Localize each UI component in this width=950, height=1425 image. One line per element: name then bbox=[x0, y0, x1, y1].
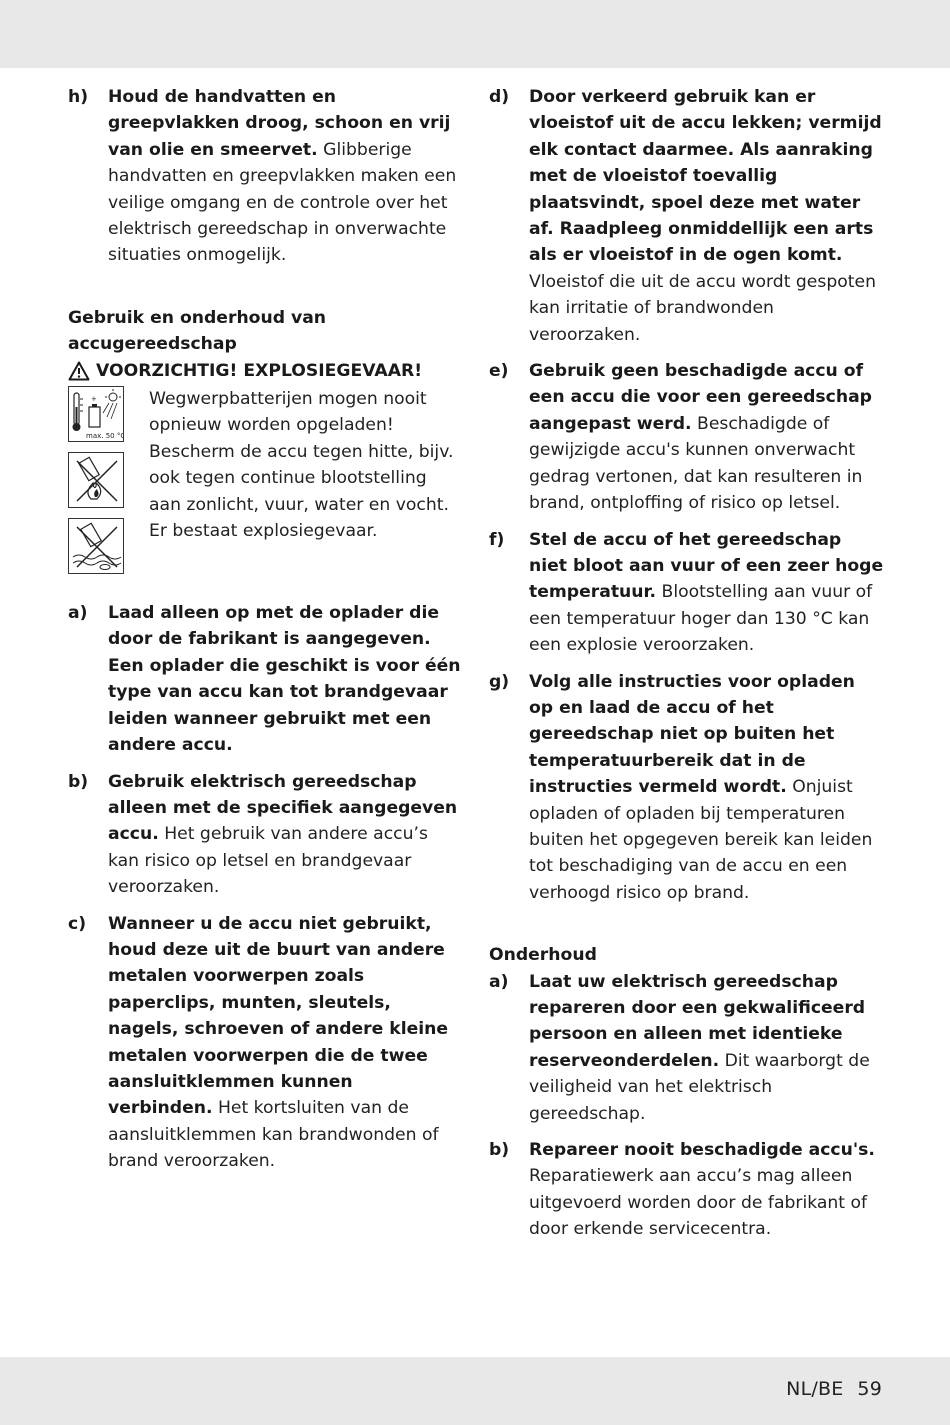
warning-title bbox=[68, 358, 463, 384]
warning-icons bbox=[68, 386, 130, 584]
item-bold-text: Gebruik elektrisch gereedschap alleen met de specifiek aangegeven accu. bbox=[108, 771, 458, 845]
list-item-b bbox=[68, 769, 463, 901]
item-text bbox=[529, 527, 884, 659]
item-letter: d) bbox=[489, 87, 510, 107]
item-bold-text: Laad alleen op met de oplader die door de fabrikant is aangegeven. Een oplader die geschikt is voor één type van accu kan tot brandgevaar leiden wanneer gebruikt met een andere accu. bbox=[108, 603, 461, 756]
item-text bbox=[529, 1137, 884, 1243]
item-normal-text: Onjuist opladen of opladen bij temperaturen buiten het opgegeven bereik kan leiden tot beschadiging van de accu en een verhoogd risico op brand. bbox=[529, 777, 873, 903]
svg-text:max. 50 °C: max. 50 °C bbox=[86, 432, 123, 441]
item-bold-text: Volg alle instructies voor opladen op en laad de accu of het gereedschap niet op buiten het temperatuurbereik dat in de instructies vermeld wordt. bbox=[529, 671, 855, 798]
item-text bbox=[108, 600, 463, 758]
warning-text: Wegwerpbatterijen mogen nooit opnieuw worden opgeladen! Bescherm de accu tegen hitte, bijv. ook tegen continue blootstelling aan zonlicht, vuur, water en vocht. Er bestaat explosiegevaar. bbox=[149, 389, 454, 542]
item-text bbox=[529, 669, 884, 907]
item-normal-text: Vloeistof die uit de accu wordt gespoten kan irritatie of brandwonden veroorzaken. bbox=[529, 271, 876, 345]
item-normal-text: Het gebruik van andere accu’s kan risico op letsel en brandgevaar veroorzaken. bbox=[108, 824, 428, 898]
item-letter: c) bbox=[68, 913, 87, 934]
no-water-icon bbox=[68, 518, 124, 574]
page-footer bbox=[772, 1378, 882, 1400]
list-item-h bbox=[68, 84, 463, 269]
item-bold-text: Repareer nooit beschadigde accu's. bbox=[529, 1140, 875, 1161]
item-letter: g) bbox=[489, 671, 510, 692]
list-item-c bbox=[68, 911, 463, 1175]
item-letter: h) bbox=[68, 87, 89, 107]
maintenance-heading: Onderhoud bbox=[489, 945, 597, 966]
item-normal-text: Dit waarborgt de veiligheid van het elektrisch gereedschap. bbox=[529, 1050, 870, 1124]
item-text bbox=[529, 84, 884, 348]
item-bold-text: Houd de handvatten en greepvlakken droog, schoon en vrij van olie en smeervet. bbox=[108, 87, 451, 160]
item-text bbox=[529, 358, 884, 516]
list-item-f bbox=[489, 527, 884, 659]
list-item-d bbox=[489, 84, 884, 348]
warning-triangle-icon bbox=[68, 361, 90, 381]
list-item-e bbox=[489, 358, 884, 516]
item-normal-text: Het kortsluiten van de aansluitklemmen kan brandwonden of brand veroorzaken. bbox=[108, 1098, 439, 1172]
item-bold-text: Gebruik geen beschadigde accu of een accu die voor een gereedschap aangepast werd. bbox=[529, 361, 872, 434]
header-band bbox=[0, 0, 950, 68]
no-fire-icon bbox=[68, 452, 124, 508]
svg-text:+: + bbox=[91, 395, 97, 404]
item-bold-text: Stel de accu of het gereedschap niet bloot aan vuur of een zeer hoge temperatuur. bbox=[529, 529, 884, 603]
item-letter: a) bbox=[68, 603, 88, 624]
item-text bbox=[108, 911, 463, 1175]
list-item-maintenance-b bbox=[489, 1137, 884, 1243]
list-item-g bbox=[489, 669, 884, 907]
item-bold-text: Door verkeerd gebruik kan er vloeistof uit de accu lekken; vermijd elk contact daarmee. Als aanraking met de vloeistof toevallig plaatsvindt, spoel deze met water af. Raadpleeg onmiddellijk een arts als er vloeistof in de ogen komt. bbox=[529, 87, 882, 266]
item-letter: a) bbox=[489, 971, 509, 992]
right-column bbox=[489, 84, 884, 1253]
item-letter: b) bbox=[68, 771, 89, 792]
temperature-max-icon bbox=[68, 386, 124, 442]
item-bold-text: Wanneer u de accu niet gebruikt, houd deze uit de buurt van andere metalen voorwerpen zoals paperclips, munten, sleutels, nagels, schroeven of andere kleine metalen voorwerpen die de twee aansluitklemmen kunnen verbinden. bbox=[108, 913, 449, 1119]
item-text bbox=[529, 969, 884, 1127]
list-item-maintenance-a bbox=[489, 969, 884, 1127]
language-code: NL/BE bbox=[786, 1378, 844, 1400]
item-normal-text: Reparatiewerk aan accu’s mag alleen uitgevoerd worden door de fabrikant of door erkende servicecentra. bbox=[529, 1166, 868, 1240]
item-normal-text: Blootstelling aan vuur of een temperatuur hoger dan 130 °C kan een explosie veroorzaken. bbox=[529, 582, 873, 656]
warning-block bbox=[68, 386, 463, 584]
item-text bbox=[108, 769, 463, 901]
item-text bbox=[108, 84, 463, 269]
section-heading: Gebruik en onderhoud van accugereedschap bbox=[68, 307, 327, 355]
item-letter: f) bbox=[489, 529, 505, 550]
left-column bbox=[68, 84, 463, 1185]
item-bold-text: Laat uw elektrisch gereedschap repareren door een gekwalificeerd persoon en alleen met identieke reserveonderdelen. bbox=[529, 971, 866, 1071]
item-letter: e) bbox=[489, 361, 509, 382]
item-normal-text: Beschadigde of gewijzigde accu's kunnen onverwacht gedrag vertonen, dat kan resulteren in brand, ontploffing of risico op letsel. bbox=[529, 413, 863, 514]
page-number: 59 bbox=[857, 1378, 882, 1400]
item-normal-text: Glibberige handvatten en greepvlakken maken een veilige omgang en de controle over het elektrisch gereedschap in onverwachte situaties onmogelijk. bbox=[108, 139, 457, 266]
item-letter: b) bbox=[489, 1140, 510, 1161]
warning-label: VOORZICHTIG! EXPLOSIEGEVAAR! bbox=[96, 360, 423, 381]
list-item-a bbox=[68, 600, 463, 758]
